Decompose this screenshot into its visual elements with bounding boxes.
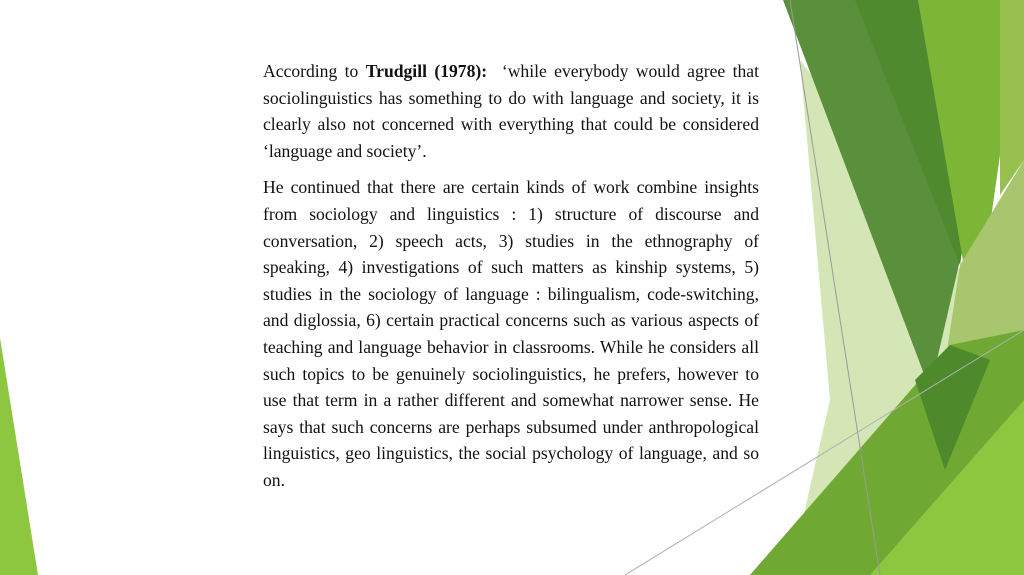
body-text (263, 58, 759, 494)
quote-text: ‘while everybody would agree that sociolinguistics has something to do with language and society, it is clearly also not concerned with everything that could be considered ‘language and society’. (263, 61, 759, 161)
paragraph-work-kinds: He continued that there are certain kinds of work combine insights from sociology and linguistics : 1) structure of discourse and conversation, 2) speech acts, 3) studies in the ethnography of speaking, 4) investigations of such matters as kinship systems, 5) studies in the sociology of language : bilingualism, code-switching, and diglossia, 6) certain practical concerns such as various aspects of teaching and language behavior in classrooms. While he considers all such topics to be genuinely sociolinguistics, he prefers, however to use that term in a rather different and somewhat narrower sense. He says that such concerns are perhaps subsumed under anthropological linguistics, geo linguistics, the social psychology of language, and so on. (263, 177, 759, 490)
citation-trudgill: Trudgill (1978): (365, 61, 488, 81)
left-green-sliver (0, 338, 38, 575)
paragraph-lead: According to (263, 61, 366, 81)
right-edge-strip (1000, 0, 1024, 195)
paragraph-trudgill-quote (263, 58, 759, 164)
